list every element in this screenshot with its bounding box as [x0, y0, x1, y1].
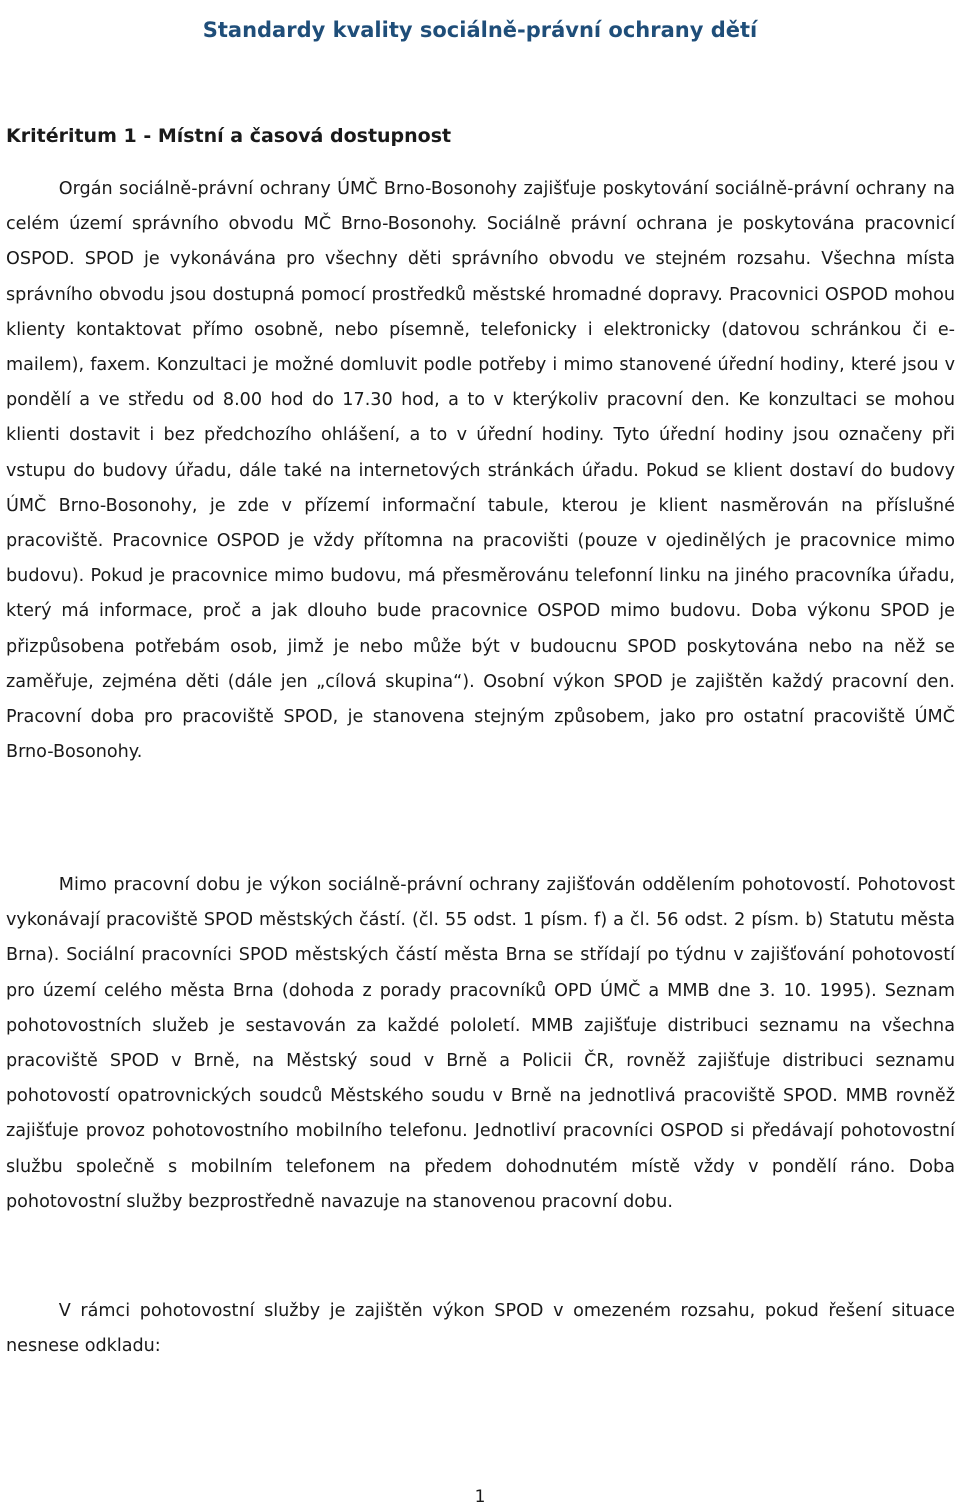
- paragraph-emergency-service: Mimo pracovní dobu je výkon sociálně-právní ochrany zajišťován oddělením pohotovostí. Pohotovost vykonávají pracoviště SPOD městských částí. (čl. 55 odst. 1 písm. f) a čl. 56 odst. 2 písm. b) Statutu města Brna). Sociální pracovníci SPOD městských částí města Brna se střídají po týdnu v zajišťování pohotovostí pro území celého města Brna (dohoda z porady pracovníků OPD ÚMČ a MMB dne 3. 10. 1995). Seznam pohotovostních služeb je sestavován za každé pololetí. MMB zajišťuje distribuci seznamu na všechna pracoviště SPOD v Brně, na Městský soud v Brně a Policii ČR, rovněž zajišťuje distribuci seznamu pohotovostí opatrovnických soudců Městského soudu v Brně na jednotlivá pracoviště SPOD. MMB rovněž zajišťuje provoz pohotovostního mobilního telefonu. Jednotliví pracovníci OSPOD si předávají pohotovostní službu společně s mobilním telefonem na předem dohodnutém místě vždy v pondělí ráno. Doba pohotovostní služby bezprostředně navazuje na stanovenou pracovní dobu.: [6, 875, 955, 1212]
- paragraph-availability: Orgán sociálně-právní ochrany ÚMČ Brno-Bosonohy zajišťuje poskytování sociálně-právní ochrany na celém území správního obvodu MČ Brno-Bosonohy. Sociálně právní ochrana je poskytována pracovnicí OSPOD. SPOD je vykonávána pro všechny děti správního obvodu ve stejném rozsahu. Všechna místa správního obvodu jsou dostupná pomocí prostředků městské hromadné dopravy. Pracovnici OSPOD mohou klienty kontaktovat přímo osobně, nebo písemně, telefonicky i elektronicky (datovou schránkou či e-mailem), faxem. Konzultaci je možné domluvit podle potřeby i mimo stanovené úřední hodiny, které jsou v pondělí a ve středu od 8.00 hod do 17.30 hod, a to v kterýkoliv pracovní den. Ke konzultaci se mohou klienti dostavit i bez předchozího ohlášení, a to v úřední hodiny. Tyto úřední hodiny jsou označeny při vstupu do budovy úřadu, dále také na internetových stránkách úřadu. Pokud se klient dostaví do budovy ÚMČ Brno-Bosonohy, je zde v přízemí informační tabule, kterou je klient nasměrován na příslušné pracoviště. Pracovnice OSPOD je vždy přítomna na pracovišti (pouze v ojedinělých je pracovnice mimo budovu). Pokud je pracovnice mimo budovu, má přesměrovánu telefonní linku na jiného pracovníka úřadu, který má informace, proč a jak dlouho bude pracovnice OSPOD mimo budovu. Doba výkonu SPOD je přizpůsobena potřebám osob, jimž je nebo může být v budoucnu SPOD poskytována nebo na něž se zaměřuje, zejména děti (dále jen „cílová skupina“). Osobní výkon SPOD je zajištěn každý pracovní den. Pracovní doba pro pracoviště SPOD, je stanovena stejným způsobem, jako pro ostatní pracoviště ÚMČ Brno-Bosonohy.: [6, 179, 955, 763]
- page-number: 1: [474, 1487, 486, 1507]
- page-title: Standardy kvality sociálně-právní ochrany dětí: [202, 18, 758, 43]
- section-heading: Kritéritum 1 - Místní a časová dostupnost: [6, 125, 452, 147]
- paragraph-emergency-scope: V rámci pohotovostní služby je zajištěn výkon SPOD v omezeném rozsahu, pokud řešení situace nesnese odkladu:: [6, 1301, 955, 1357]
